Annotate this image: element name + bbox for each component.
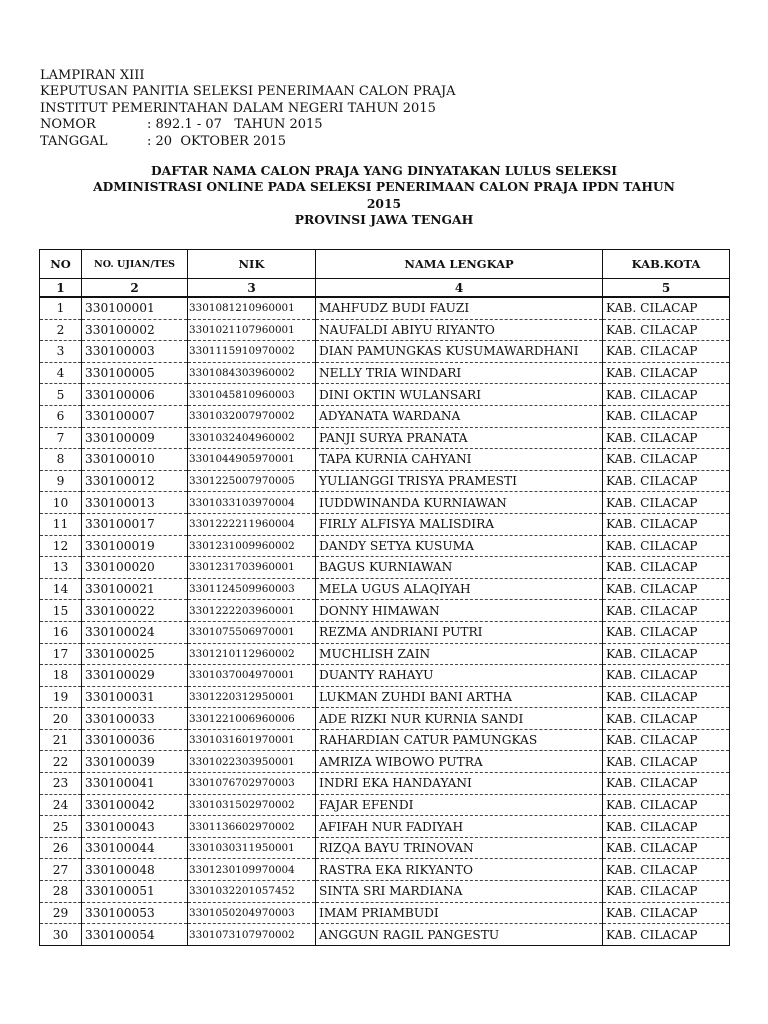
row-no: 14 — [40, 578, 82, 600]
row-no-ujian: 330100005 — [82, 362, 188, 384]
row-no-ujian: 330100006 — [82, 384, 188, 406]
row-no-ujian: 330100013 — [82, 492, 188, 514]
column-number: 4 — [316, 279, 603, 298]
header-nik: NIK — [188, 250, 316, 279]
row-no: 3 — [40, 341, 82, 363]
row-kab-kota: KAB. CILACAP — [603, 773, 730, 795]
row-kab-kota: KAB. CILACAP — [603, 708, 730, 730]
nomor-label: NOMOR — [40, 117, 96, 133]
row-no: 21 — [40, 729, 82, 751]
row-no: 18 — [40, 665, 82, 687]
row-nama: MELA UGUS ALAQIYAH — [316, 578, 603, 600]
table-row — [40, 384, 730, 406]
table-row — [40, 470, 730, 492]
table-row — [40, 621, 730, 643]
row-nik: 3301222203960001 — [188, 600, 316, 622]
row-no-ujian: 330100042 — [82, 794, 188, 816]
table-row — [40, 297, 730, 319]
row-kab-kota: KAB. CILACAP — [603, 384, 730, 406]
column-number: 1 — [40, 279, 82, 298]
row-kab-kota: KAB. CILACAP — [603, 751, 730, 773]
row-kab-kota: KAB. CILACAP — [603, 427, 730, 449]
row-nama: BAGUS KURNIAWAN — [316, 557, 603, 579]
row-no-ujian: 330100010 — [82, 449, 188, 471]
row-no: 7 — [40, 427, 82, 449]
row-no: 10 — [40, 492, 82, 514]
row-nik: 3301124509960003 — [188, 578, 316, 600]
row-kab-kota: KAB. CILACAP — [603, 319, 730, 341]
row-no: 20 — [40, 708, 82, 730]
row-no: 1 — [40, 297, 82, 319]
row-kab-kota: KAB. CILACAP — [603, 492, 730, 514]
row-nik: 3301210112960002 — [188, 643, 316, 665]
row-kab-kota: KAB. CILACAP — [603, 362, 730, 384]
table-row — [40, 643, 730, 665]
row-nama: IMAM PRIAMBUDI — [316, 902, 603, 924]
row-nama: REZMA ANDRIANI PUTRI — [316, 621, 603, 643]
row-nama: FAJAR EFENDI — [316, 794, 603, 816]
row-nik: 3301037004970001 — [188, 665, 316, 687]
row-nama: IUDDWINANDA KURNIAWAN — [316, 492, 603, 514]
row-nik: 3301081210960001 — [188, 297, 316, 319]
document-title — [40, 163, 728, 228]
row-no: 29 — [40, 902, 82, 924]
row-no-ujian: 330100025 — [82, 643, 188, 665]
table-row — [40, 362, 730, 384]
row-nama: MUCHLISH ZAIN — [316, 643, 603, 665]
row-nik: 3301115910970002 — [188, 341, 316, 363]
row-nama: TAPA KURNIA CAHYANI — [316, 449, 603, 471]
header-institut: INSTITUT PEMERINTAHAN DALAM NEGERI TAHUN 2015 — [40, 100, 436, 116]
table-row — [40, 837, 730, 859]
table-row — [40, 492, 730, 514]
row-no: 13 — [40, 557, 82, 579]
row-no: 26 — [40, 837, 82, 859]
row-nik: 3301045810960003 — [188, 384, 316, 406]
row-kab-kota: KAB. CILACAP — [603, 665, 730, 687]
row-nik: 3301076702970003 — [188, 773, 316, 795]
table-row — [40, 513, 730, 535]
row-kab-kota: KAB. CILACAP — [603, 924, 730, 946]
table-row — [40, 902, 730, 924]
row-no-ujian: 330100044 — [82, 837, 188, 859]
row-kab-kota: KAB. CILACAP — [603, 449, 730, 471]
row-nik: 3301032404960002 — [188, 427, 316, 449]
row-no: 8 — [40, 449, 82, 471]
row-no: 23 — [40, 773, 82, 795]
table-row — [40, 881, 730, 903]
row-no: 27 — [40, 859, 82, 881]
header-no: NO — [40, 250, 82, 279]
table-row — [40, 319, 730, 341]
row-nama: RAHARDIAN CATUR PAMUNGKAS — [316, 729, 603, 751]
row-no: 25 — [40, 816, 82, 838]
row-nama: LUKMAN ZUHDI BANI ARTHA — [316, 686, 603, 708]
table-row — [40, 729, 730, 751]
row-no-ujian: 330100041 — [82, 773, 188, 795]
row-no: 5 — [40, 384, 82, 406]
row-no: 17 — [40, 643, 82, 665]
row-nik: 3301136602970002 — [188, 816, 316, 838]
table-row — [40, 665, 730, 687]
row-nama: FIRLY ALFISYA MALISDIRA — [316, 513, 603, 535]
row-no-ujian: 330100003 — [82, 341, 188, 363]
tanggal-value: : 20 OKTOBER 2015 — [147, 133, 287, 149]
row-nik: 3301225007970005 — [188, 470, 316, 492]
row-nama: AMRIZA WIBOWO PUTRA — [316, 751, 603, 773]
row-no-ujian: 330100036 — [82, 729, 188, 751]
row-kab-kota: KAB. CILACAP — [603, 621, 730, 643]
row-nama: NAUFALDI ABIYU RIYANTO — [316, 319, 603, 341]
nomor-value: : 892.1 - 07 TAHUN 2015 — [147, 117, 323, 133]
row-nik: 3301031502970002 — [188, 794, 316, 816]
row-no-ujian: 330100051 — [82, 881, 188, 903]
row-kab-kota: KAB. CILACAP — [603, 405, 730, 427]
row-kab-kota: KAB. CILACAP — [603, 557, 730, 579]
header-lampiran: LAMPIRAN XIII — [40, 68, 145, 83]
row-nik: 3301231009960002 — [188, 535, 316, 557]
row-nama: RASTRA EKA RIKYANTO — [316, 859, 603, 881]
row-no-ujian: 330100017 — [82, 513, 188, 535]
row-no: 16 — [40, 621, 82, 643]
header-no-ujian: NO. UJIAN/TES — [82, 250, 188, 279]
row-no: 19 — [40, 686, 82, 708]
row-kab-kota: KAB. CILACAP — [603, 578, 730, 600]
row-kab-kota: KAB. CILACAP — [603, 470, 730, 492]
row-no-ujian: 330100020 — [82, 557, 188, 579]
row-nik: 3301033103970004 — [188, 492, 316, 514]
row-no-ujian: 330100053 — [82, 902, 188, 924]
title-line-3: 2015 — [366, 195, 402, 211]
header-nomor — [40, 117, 456, 133]
row-no-ujian: 330100007 — [82, 405, 188, 427]
row-nik: 3301021107960001 — [188, 319, 316, 341]
row-nama: PANJI SURYA PRANATA — [316, 427, 603, 449]
row-no-ujian: 330100022 — [82, 600, 188, 622]
row-no-ujian: 330100039 — [82, 751, 188, 773]
row-no-ujian: 330100012 — [82, 470, 188, 492]
row-nama: ADE RIZKI NUR KURNIA SANDI — [316, 708, 603, 730]
row-kab-kota: KAB. CILACAP — [603, 881, 730, 903]
row-nik: 3301030311950001 — [188, 837, 316, 859]
row-nik: 3301231703960001 — [188, 557, 316, 579]
table-row — [40, 449, 730, 471]
row-nama: DUANTY RAHAYU — [316, 665, 603, 687]
participants-table — [39, 249, 730, 946]
tanggal-label: TANGGAL — [40, 133, 108, 149]
document-header — [40, 68, 456, 150]
row-nik: 3301073107970002 — [188, 924, 316, 946]
row-no: 4 — [40, 362, 82, 384]
table-row — [40, 600, 730, 622]
table-row — [40, 816, 730, 838]
header-nama-lengkap: NAMA LENGKAP — [316, 250, 603, 279]
row-nama: AFIFAH NUR FADIYAH — [316, 816, 603, 838]
row-kab-kota: KAB. CILACAP — [603, 816, 730, 838]
row-no: 22 — [40, 751, 82, 773]
title-line-2: ADMINISTRASI ONLINE PADA SELEKSI PENERIMAAN CALON PRAJA IPDN TAHUN — [93, 179, 675, 195]
row-no: 15 — [40, 600, 82, 622]
row-no: 30 — [40, 924, 82, 946]
table-row — [40, 578, 730, 600]
row-no: 11 — [40, 513, 82, 535]
row-kab-kota: KAB. CILACAP — [603, 600, 730, 622]
row-nik: 3301220312950001 — [188, 686, 316, 708]
row-nama: DIAN PAMUNGKAS KUSUMAWARDHANI — [316, 341, 603, 363]
table-row — [40, 924, 730, 946]
row-nama: DANDY SETYA KUSUMA — [316, 535, 603, 557]
table-row — [40, 405, 730, 427]
row-nik: 3301222211960004 — [188, 513, 316, 535]
row-kab-kota: KAB. CILACAP — [603, 513, 730, 535]
row-kab-kota: KAB. CILACAP — [603, 686, 730, 708]
row-no-ujian: 330100048 — [82, 859, 188, 881]
row-no: 28 — [40, 881, 82, 903]
row-no-ujian: 330100019 — [82, 535, 188, 557]
table-body — [40, 297, 730, 945]
column-number: 3 — [188, 279, 316, 298]
row-nama: MAHFUDZ BUDI FAUZI — [316, 297, 603, 319]
row-nama: ADYANATA WARDANA — [316, 405, 603, 427]
row-nama: NELLY TRIA WINDARI — [316, 362, 603, 384]
table-row — [40, 773, 730, 795]
row-no-ujian: 330100031 — [82, 686, 188, 708]
row-kab-kota: KAB. CILACAP — [603, 341, 730, 363]
row-no-ujian: 330100029 — [82, 665, 188, 687]
title-line-1: DAFTAR NAMA CALON PRAJA YANG DINYATAKAN LULUS SELEKSI — [150, 163, 617, 178]
header-keputusan: KEPUTUSAN PANITIA SELEKSI PENERIMAAN CALON PRAJA — [40, 84, 456, 100]
column-number: 2 — [82, 279, 188, 298]
row-no: 9 — [40, 470, 82, 492]
row-nik: 3301050204970003 — [188, 902, 316, 924]
table-row — [40, 535, 730, 557]
table-row — [40, 794, 730, 816]
table-header-row — [40, 250, 730, 279]
row-nama: ANGGUN RAGIL PANGESTU — [316, 924, 603, 946]
row-no-ujian: 330100002 — [82, 319, 188, 341]
row-kab-kota: KAB. CILACAP — [603, 643, 730, 665]
row-no-ujian: 330100001 — [82, 297, 188, 319]
table-row — [40, 751, 730, 773]
row-kab-kota: KAB. CILACAP — [603, 859, 730, 881]
row-no-ujian: 330100021 — [82, 578, 188, 600]
table-row — [40, 686, 730, 708]
column-number: 5 — [603, 279, 730, 298]
row-nik: 3301031601970001 — [188, 729, 316, 751]
row-kab-kota: KAB. CILACAP — [603, 729, 730, 751]
row-no: 12 — [40, 535, 82, 557]
row-no: 2 — [40, 319, 82, 341]
row-kab-kota: KAB. CILACAP — [603, 794, 730, 816]
row-nama: YULIANGGI TRISYA PRAMESTI — [316, 470, 603, 492]
row-nama: DONNY HIMAWAN — [316, 600, 603, 622]
row-nik: 3301084303960002 — [188, 362, 316, 384]
title-line-4: PROVINSI JAWA TENGAH — [294, 211, 474, 227]
row-no-ujian: 330100054 — [82, 924, 188, 946]
row-no-ujian: 330100009 — [82, 427, 188, 449]
row-no-ujian: 330100024 — [82, 621, 188, 643]
row-kab-kota: KAB. CILACAP — [603, 902, 730, 924]
row-nik: 3301044905970001 — [188, 449, 316, 471]
row-nik: 3301022303950001 — [188, 751, 316, 773]
column-number-row — [40, 279, 730, 298]
row-kab-kota: KAB. CILACAP — [603, 837, 730, 859]
row-nik: 3301032201057452 — [188, 881, 316, 903]
row-nik: 3301230109970004 — [188, 859, 316, 881]
row-nik: 3301075506970001 — [188, 621, 316, 643]
table-row — [40, 341, 730, 363]
row-nama: INDRI EKA HANDAYANI — [316, 773, 603, 795]
row-kab-kota: KAB. CILACAP — [603, 535, 730, 557]
row-no: 24 — [40, 794, 82, 816]
row-no: 6 — [40, 405, 82, 427]
header-tanggal — [40, 134, 456, 150]
row-nama: SINTA SRI MARDIANA — [316, 881, 603, 903]
row-nik: 3301032007970002 — [188, 405, 316, 427]
row-nama: RIZQA BAYU TRINOVAN — [316, 837, 603, 859]
row-no-ujian: 330100033 — [82, 708, 188, 730]
table-row — [40, 708, 730, 730]
row-nama: DINI OKTIN WULANSARI — [316, 384, 603, 406]
row-kab-kota: KAB. CILACAP — [603, 297, 730, 319]
table-row — [40, 557, 730, 579]
table-row — [40, 427, 730, 449]
row-no-ujian: 330100043 — [82, 816, 188, 838]
row-nik: 3301221006960006 — [188, 708, 316, 730]
header-kab-kota: KAB.KOTA — [603, 250, 730, 279]
table-row — [40, 859, 730, 881]
